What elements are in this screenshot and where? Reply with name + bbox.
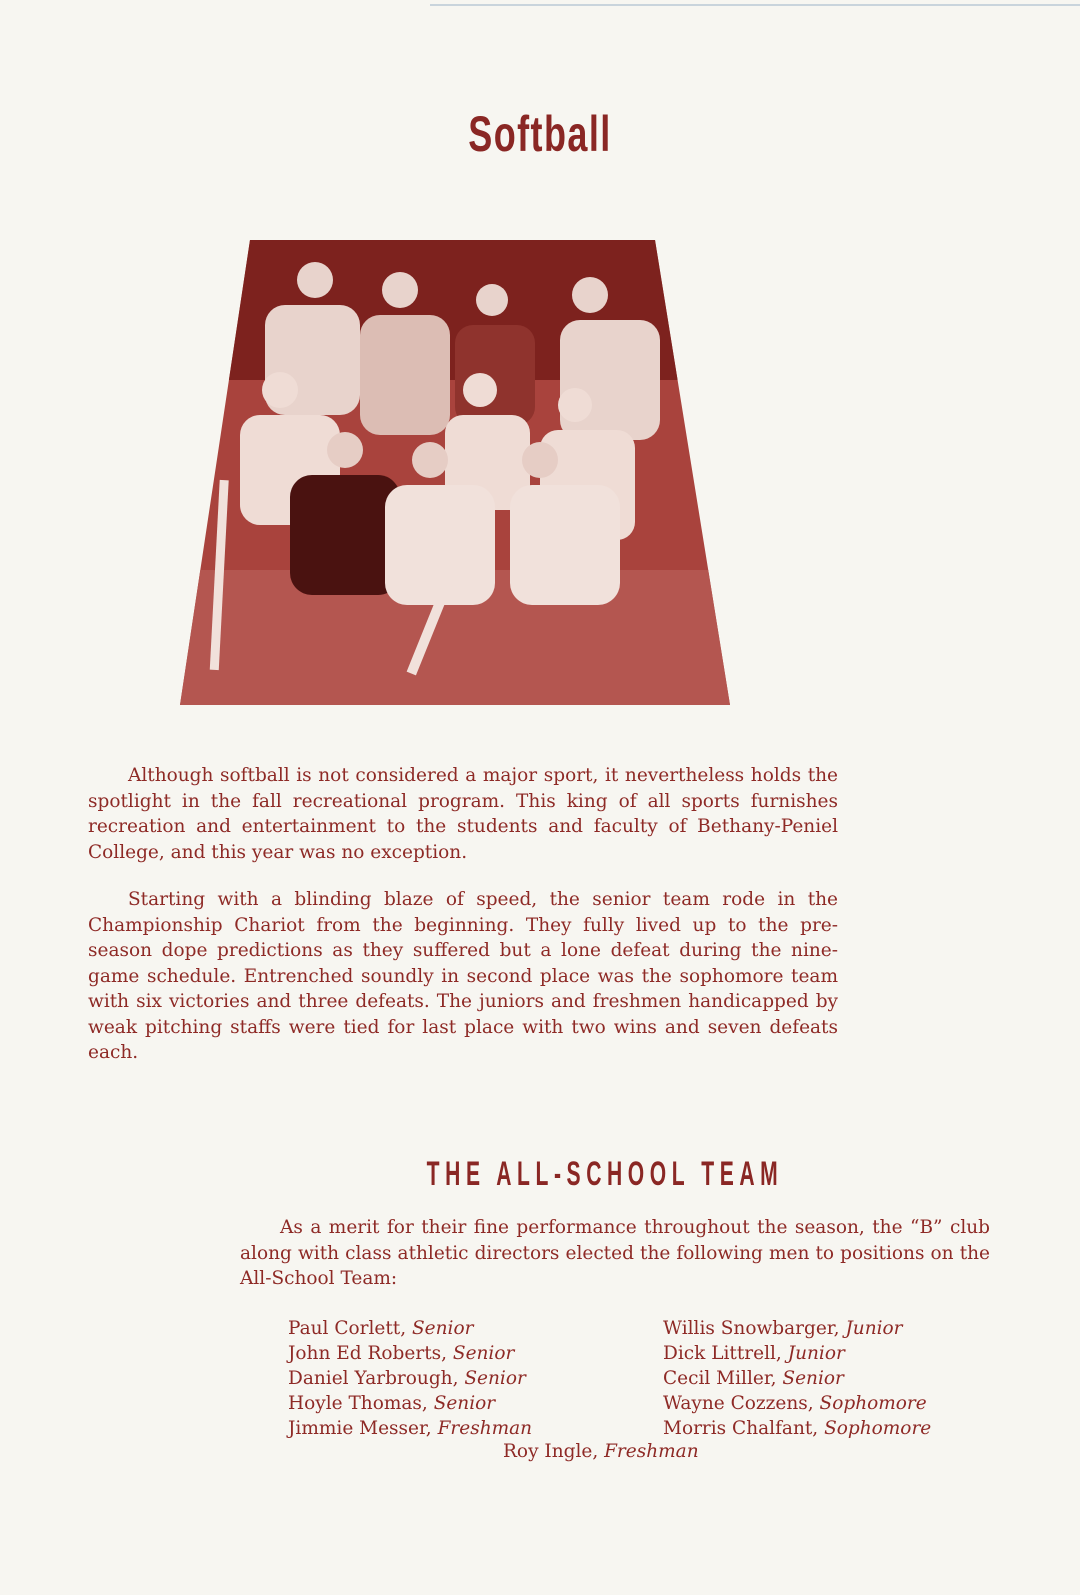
player-name: John Ed Roberts,	[288, 1343, 453, 1364]
top-rule	[430, 4, 1080, 6]
player-class: Sophomore	[819, 1393, 927, 1414]
player-name: Wayne Cozzens,	[663, 1393, 820, 1414]
all-school-heading: THE ALL-SCHOOL TEAM	[426, 1155, 784, 1193]
paragraph-2-text: Starting with a blinding blaze of speed, the senior team rode in the Championship Chariot from the beginning. They fully lived up to the pre-season dope predictions as they suffered but a lone defeat during the nine-game schedule. Entrenched soundly in second place was the sophomore team with six victories and three defeats. The juniors and freshmen handicapped by weak pitching staffs were tied for last place with two wins and seven defeats each.	[88, 889, 838, 1063]
roster-entry	[663, 1341, 931, 1366]
player-name: Daniel Yarbrough,	[288, 1368, 465, 1389]
player-class: Junior	[787, 1343, 845, 1364]
all-school-intro-text: As a merit for their fine performance throughout the season, the “B” club along with class athletic directors elected the following men to positions on the All-School Team:	[240, 1217, 990, 1289]
roster-entry-last	[503, 1441, 699, 1462]
team-photo	[180, 240, 730, 715]
paragraph-intro	[88, 763, 838, 865]
player-class: Senior	[782, 1368, 844, 1389]
roster-entry	[663, 1366, 931, 1391]
roster-left-column	[288, 1316, 532, 1441]
roster-entry	[288, 1341, 532, 1366]
roster-entry	[288, 1316, 532, 1341]
roster-entry	[288, 1366, 532, 1391]
player-name: Jimmie Messer,	[288, 1418, 438, 1439]
roster-entry	[288, 1391, 532, 1416]
player-name: Hoyle Thomas,	[288, 1393, 434, 1414]
paragraph-season	[88, 887, 838, 1066]
player-name: Cecil Miller,	[663, 1368, 783, 1389]
player-class: Senior	[464, 1368, 526, 1389]
player-name: Paul Corlett,	[288, 1318, 412, 1339]
roster-right-column	[663, 1316, 931, 1441]
roster-entry	[663, 1416, 931, 1441]
player-name: Willis Snowbarger,	[663, 1318, 846, 1339]
roster-entry	[288, 1416, 532, 1441]
page-title: Softball	[468, 106, 612, 162]
paragraph-1-text: Although softball is not considered a major sport, it nevertheless holds the spotlight in the fall recreational program. This king of all sports furnishes recreation and entertainment to the students and faculty of Bethany-Peniel College, and this year was no exception.	[88, 765, 838, 863]
player-name: Morris Chalfant,	[663, 1418, 825, 1439]
player-name: Dick Littrell,	[663, 1343, 788, 1364]
player-class: Junior	[845, 1318, 903, 1339]
player-name: Roy Ingle,	[503, 1441, 605, 1462]
player-class: Sophomore	[824, 1418, 932, 1439]
player-class: Freshman	[604, 1441, 699, 1462]
all-school-intro	[240, 1215, 990, 1292]
player-class: Senior	[433, 1393, 496, 1414]
player-class: Senior	[412, 1318, 474, 1339]
player-class: Freshman	[437, 1418, 533, 1439]
roster-entry	[663, 1316, 931, 1341]
roster-entry	[663, 1391, 931, 1416]
player-class: Senior	[452, 1343, 515, 1364]
